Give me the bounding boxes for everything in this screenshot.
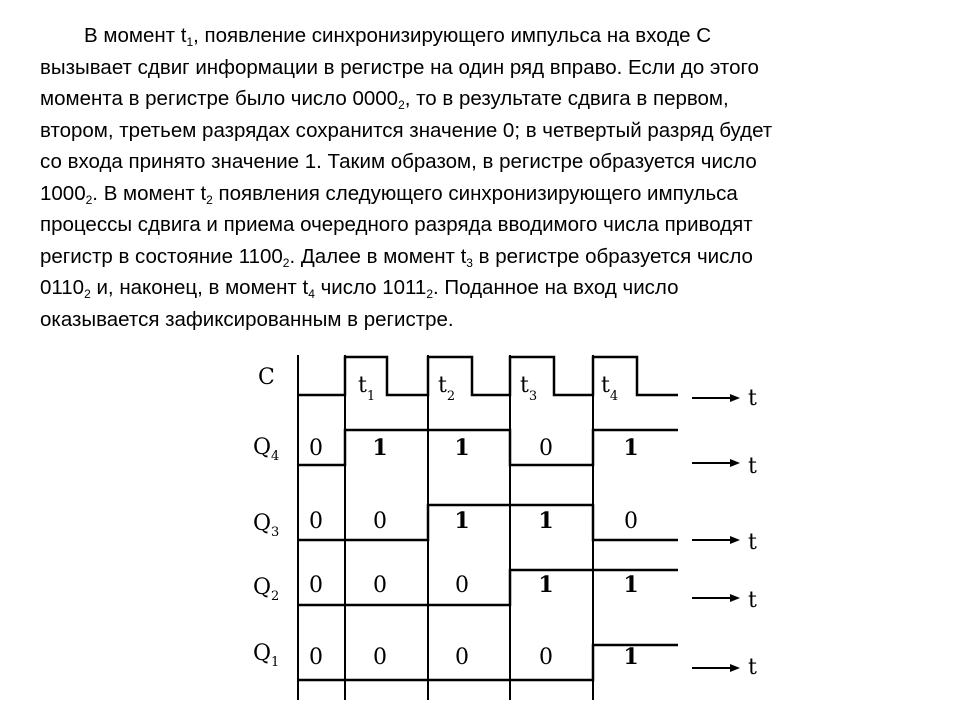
bit-value: 1 (538, 508, 554, 534)
bit-value: 0 (455, 573, 469, 598)
time-axis-label: t (748, 588, 757, 613)
bit-value: 0 (455, 645, 469, 670)
bit-value: 0 (373, 645, 387, 670)
bit-value: 0 (309, 436, 323, 461)
text-run: . В момент t (92, 181, 207, 205)
time-axis-label: t (748, 530, 757, 555)
text-run: момента в регистре было число 0000 (40, 87, 399, 110)
bit-value: 1 (623, 644, 639, 670)
bit-value: 1 (454, 435, 470, 461)
subscript: 2 (85, 192, 93, 207)
signal-waveform (298, 645, 678, 680)
text-run: процессы сдвига и приема очередного разряда вводимого числа приводят (40, 213, 753, 236)
bit-value: 0 (309, 573, 323, 598)
arrow-head (730, 394, 740, 402)
text-run: . Поданное на вход число (433, 276, 679, 299)
signal-label-c: C (258, 365, 275, 390)
arrow-head (730, 536, 740, 544)
text-run: появления следующего синхронизирующего импульса (212, 181, 738, 205)
subscript: 2 (426, 287, 434, 301)
subscript: 2 (206, 192, 213, 207)
signal-waveform (298, 570, 678, 605)
bit-value: 0 (539, 645, 553, 670)
text-run: в регистре образуется число (472, 244, 753, 268)
text-run: 0110 (40, 276, 85, 299)
signal-label: $Q_1$ (253, 641, 280, 670)
bit-value: 1 (623, 572, 639, 598)
text-run: и, наконец, в момент t (90, 276, 309, 299)
bit-value: 0 (539, 436, 553, 461)
time-axis-label: t (748, 386, 757, 411)
subscript: 2 (398, 98, 405, 112)
text-run: вызывает сдвиг информации в регистре на один ряд вправо. Если до этого (40, 55, 759, 79)
arrow-head (730, 664, 740, 672)
subscript: 2 (84, 287, 91, 301)
arrow-head (730, 459, 740, 467)
pulse-label: $t_3$ (520, 373, 538, 404)
bit-value: 1 (538, 572, 554, 598)
text-run: . Далее в момент t (289, 244, 467, 268)
pulse-label: $t_4$ (601, 373, 619, 404)
arrow-head (730, 594, 740, 602)
bit-value: 0 (373, 509, 387, 534)
bit-value: 1 (454, 508, 470, 534)
signal-label: $Q_4$ (253, 435, 280, 464)
signal-label: $Q_3$ (253, 511, 280, 540)
bit-value: 0 (624, 509, 638, 534)
signal-waveform (298, 505, 678, 540)
bit-value: 0 (309, 509, 323, 534)
time-axis-label: t (748, 454, 757, 479)
bit-value: 0 (309, 645, 323, 670)
subscript: 4 (308, 287, 315, 301)
text-run: со входа принято значение 1. Таким образом, в регистре образуется число (40, 150, 757, 173)
subscript: 3 (466, 255, 473, 270)
text-run: число 1011 (314, 276, 427, 299)
text-run: втором, третьем разрядах сохранится значение 0; в четвертый разряд будет (40, 118, 773, 142)
text-run: , появление синхронизирующего импульса на входе С (193, 24, 712, 47)
pulse-label: $t_2$ (438, 373, 456, 404)
text-run: 1000 (40, 181, 86, 205)
text-run: В момент t (84, 24, 187, 47)
clock-waveform (298, 357, 678, 395)
text-run: , то в результате сдвига в первом, (404, 87, 729, 110)
text-run: регистр в состояние 1100 (40, 244, 283, 268)
time-axis-label: t (748, 655, 757, 680)
bit-value: 0 (373, 573, 387, 598)
bit-value: 1 (623, 435, 639, 461)
pulse-label: $t_1$ (358, 373, 376, 404)
text-run: оказывается зафиксированным в регистре. (40, 307, 454, 331)
signal-label: $Q_2$ (253, 575, 280, 604)
subscript: 2 (282, 255, 290, 270)
subscript: 1 (186, 35, 194, 49)
bit-value: 1 (372, 435, 388, 461)
signal-waveform (298, 430, 678, 465)
